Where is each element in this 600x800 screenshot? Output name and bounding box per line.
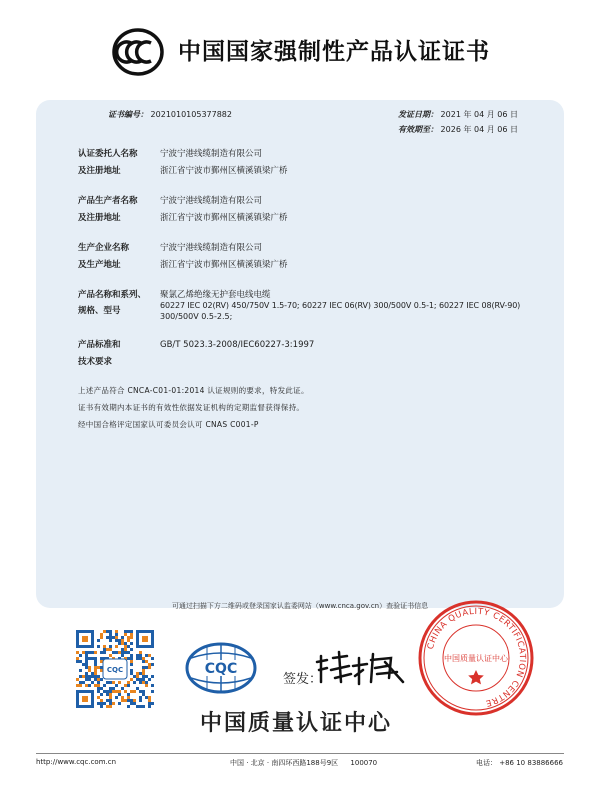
footer-divider — [36, 753, 564, 754]
valid-date-label: 有效期至： — [398, 125, 438, 134]
issue-date-label: 发证日期： — [398, 110, 438, 119]
issuer-name: 中国质量认证中心 — [200, 711, 393, 736]
certificate-header — [0, 0, 600, 100]
ccc-mark-icon — [112, 26, 164, 78]
note-line-2: 证书有效期内本证书的有效性依据发证机构的定期监督获得保持。 — [78, 403, 305, 412]
product-models-line-1: 60227 IEC 02(RV) 450/750V 1.5-70; 60227 IEC 06(RV) 300/500V 0.5-1; 60227 IEC 08(RV-90) — [160, 301, 521, 310]
qr-center-badge: CQC — [106, 666, 124, 674]
seal-center-text: 中国质量认证中心 — [444, 654, 508, 663]
factory-label-1: 生产企业名称 — [78, 243, 130, 253]
footer-address: 中国 · 北京 · 南四环西路188号9区 — [230, 759, 339, 767]
footer-website[interactable]: http://www.cqc.com.cn — [36, 758, 117, 766]
standard-value: GB/T 5023.3-2008/IEC60227-3:1997 — [160, 340, 315, 350]
valid-date-row — [398, 124, 518, 135]
issue-date: 2021 年 04 月 06 日 — [440, 110, 518, 119]
footer-phone-row — [476, 758, 563, 768]
factory-label-2: 及生产地址 — [78, 260, 121, 270]
sign-label: 签发： — [283, 672, 323, 687]
footer-phone-label: 电话： — [476, 759, 497, 767]
manufacturer-name: 宁波宁港线缆制造有限公司 — [160, 196, 263, 206]
cqc-logo-icon — [185, 642, 257, 694]
qr-code[interactable] — [74, 628, 156, 710]
manufacturer-label-2: 及注册地址 — [78, 213, 121, 223]
manufacturer-label-1: 产品生产者名称 — [78, 196, 138, 206]
standard-label-2: 技术要求 — [78, 357, 113, 367]
manufacturer-address: 浙江省宁波市鄞州区横溪镇梁广桥 — [160, 213, 288, 223]
note-line-3: 经中国合格评定国家认可委员会认可 CNAS C001-P — [78, 420, 259, 429]
official-seal — [416, 598, 536, 718]
footer-phone: +86 10 83886666 — [499, 759, 563, 767]
footer-postcode: 100070 — [350, 759, 378, 767]
valid-date: 2026 年 04 月 06 日 — [440, 125, 518, 134]
factory-name: 宁波宁港线缆制造有限公司 — [160, 243, 263, 253]
certificate-number-row — [108, 109, 232, 120]
applicant-label-2: 及注册地址 — [78, 166, 121, 176]
seal-star-icon — [468, 670, 484, 684]
seal-ring-text: CHINA QUALITY CERTIFICATION CENTRE — [425, 606, 528, 708]
note-line-1: 上述产品符合 CNCA-C01-01:2014 认证规则的要求，特发此证。 — [78, 386, 309, 395]
standard-label-1: 产品标准和 — [78, 340, 121, 350]
applicant-name: 宁波宁港线缆制造有限公司 — [160, 149, 263, 159]
issue-date-row — [398, 109, 518, 120]
cqc-logo-text: CQC — [204, 661, 238, 677]
applicant-address: 浙江省宁波市鄞州区横溪镇梁广桥 — [160, 166, 288, 176]
certificate-number: 2021010105377882 — [150, 110, 232, 119]
product-name: 聚氯乙烯绝缘无护套电线电缆 — [160, 290, 271, 300]
handwritten-signature — [315, 648, 415, 688]
footer-address-row — [230, 758, 377, 768]
factory-address: 浙江省宁波市鄞州区横溪镇梁广桥 — [160, 260, 288, 270]
verification-note: 可通过扫描下方二维码或登录国家认监委网站（www.cnca.gov.cn）查验证书信息 — [171, 602, 429, 610]
product-models-line-2: 300/500V 0.5-2.5; — [160, 312, 233, 321]
applicant-label-1: 认证委托人名称 — [78, 149, 138, 159]
product-label-2: 规格、型号 — [78, 306, 121, 316]
product-label-1: 产品名称和系列、 — [78, 290, 147, 300]
certificate-number-label: 证书编号： — [108, 110, 148, 119]
document-title: 中国国家强制性产品认证证书 — [178, 39, 490, 65]
